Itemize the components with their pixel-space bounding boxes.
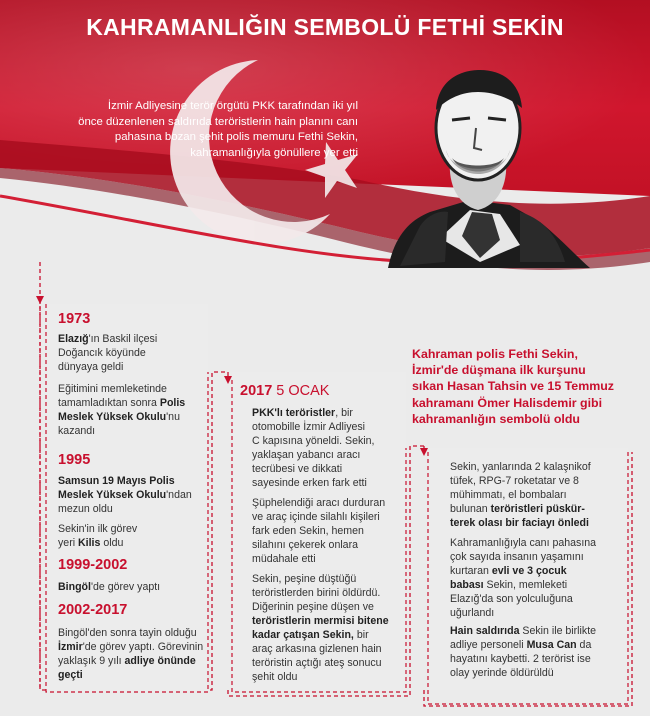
text: müdahale etti [252,553,316,565]
page-title: KAHRAMANLIĞIN SEMBOLÜ FETHİ SEKİN [86,14,564,40]
bold-text: Meslek Yüksek Okulu [58,411,167,423]
hero-quote [412,346,634,427]
text: Diğerinin peşine düşen ve [252,601,374,613]
text: yaklaşan yabancı aracı [252,449,361,461]
text: teröristin açtığı ateş sonucu [252,657,382,669]
text: kazandı [58,425,96,437]
text: sayesinde erken fark etti [252,477,367,489]
bold-text: evli ve 3 çocuk [491,565,567,577]
text: olay yerinde öldürüldü [450,667,554,679]
bold-text: teröristlerin mermisi bitene [252,615,389,627]
text: , bir [335,407,353,419]
bold-text: Kilis [78,537,101,549]
bold-text: kadar çatışan Sekin, [252,629,354,641]
text: Elazığ'da son yolculuğuna [450,593,573,605]
text: Sekin ile birlikte [519,625,597,637]
year-1973: 1973 [58,311,91,327]
entry-2017-intervention [252,496,404,566]
text: bir [353,629,369,641]
bold-text: İzmir [58,641,83,653]
text: Kahramanlığıyla canı pahasına [450,537,597,549]
entry-casualties [450,624,626,680]
intro-text [62,99,358,161]
text: otomobille İzmir Adliyesi [252,421,366,433]
date-text: 5 OCAK [276,383,330,399]
bold-text: babası [450,579,484,591]
bold-text: PKK'lı teröristler [252,407,336,419]
bold-text: terek olası bir faciayı önledi [450,517,589,529]
entry-2017-martyrdom [252,572,404,684]
bold-text: adliye önünde [124,655,196,667]
bold-text: Hain saldırıda [450,625,520,637]
intro-line: İzmir Adliyesine terör örgütü PKK tarafından iki yıl [107,100,358,112]
bold-text: Elazığ [58,333,89,345]
text: oldu [100,537,124,549]
bold-text: Bingöl [58,581,91,593]
text: fark eden Sekin, hemen [252,525,364,537]
quote-line: kahramanlığın sembolü oldu [412,411,580,426]
text: mühimmatı, el bombaları [450,489,567,501]
bold-text: teröristleri püskür- [490,503,585,515]
text: Sekin, yanlarında 2 kalaşnikof [450,461,591,473]
text: tecrübesi ve dikkati [252,463,343,475]
text: yeri [58,537,79,549]
text: uğurlandı [450,607,495,619]
text: dünyaya geldi [58,361,124,373]
quote-line: Kahraman polis Fethi Sekin, [412,347,578,361]
bold-text: Meslek Yüksek Okulu [58,489,167,501]
text: araç arkasına gizlenen hain [252,643,382,655]
text: da [576,639,592,651]
entry-2017-approach [252,406,404,490]
text: çok sayıda insanın yaşamını [450,551,584,563]
text: Eğitimini memleketinde [58,383,167,395]
quote-line: sıkan Hasan Tahsin ve 15 Temmuz [412,379,614,394]
text: 'de görev yaptı [90,581,161,593]
bold-text: Polis [159,397,186,409]
text: C kapısına yöneldi. Sekin, [252,435,375,447]
text: silahını çekerek onlara [252,539,358,551]
text: yaklaşık 9 yılı [58,655,125,667]
text: Şüphelendiği aracı durduran [252,497,386,509]
year-2017 [240,383,329,399]
intro-line: kahramanlığıyla gönüllere yer etti [190,146,358,159]
text: Sekin, memleketi [483,579,568,591]
text: 'ndan [166,489,192,501]
entry-1973-birth [58,332,208,374]
bold-text: geçti [58,669,83,681]
text: Sekin'in ilk görev [58,523,138,535]
year-2002-2017: 2002-2017 [58,602,128,618]
text: adliye personeli [450,639,527,651]
quote-line: İzmir'de düşmana ilk kurşunu [412,363,586,378]
text: teröristlerden birini öldürdü. [252,587,381,599]
text: bulunan [450,503,491,515]
entry-funeral [450,536,626,620]
bold-text: Samsun 19 Mayıs Polis [58,475,175,487]
text: kurtaran [450,565,492,577]
entry-1973-education [58,382,208,438]
text: ve araç içinde silahlı kişileri [252,511,380,523]
text: 'ın Baskil ilçesi [88,333,158,345]
year-text: 2017 [240,383,273,399]
entry-1995-first-duty [58,522,208,550]
intro-line: pahasına bozan şehit polis memuru Fethi Sekin, [114,131,358,144]
text: 'nu [166,411,180,423]
text: şehit oldu [252,671,298,683]
text: hayatını kaybetti. 2 terörist ise [450,653,591,665]
text: 'de görev yaptı. Görevinin [82,641,204,653]
entry-2002-izmir [58,626,208,682]
text: mezun oldu [58,503,113,515]
text: Doğancık köyünde [58,347,146,359]
year-1995: 1995 [58,452,91,468]
intro-line: önce düzenlenen saldırıda teröristlerin hain planını canı [78,115,358,128]
text: tüfek, RPG-7 roketatar ve 8 [450,475,579,487]
year-1999-2002: 1999-2002 [58,557,128,573]
entry-1999-bingol [58,580,208,594]
text: Sekin, peşine düştüğü [252,573,357,585]
entry-weapons [450,460,626,530]
text: Bingöl'den sonra tayin olduğu [58,627,197,639]
quote-line: kahramanı Ömer Halisdemir gibi [412,395,603,410]
entry-1995-graduation [58,474,208,516]
bold-text: Musa Can [526,639,577,651]
text: tamamladıktan sonra [58,397,160,409]
